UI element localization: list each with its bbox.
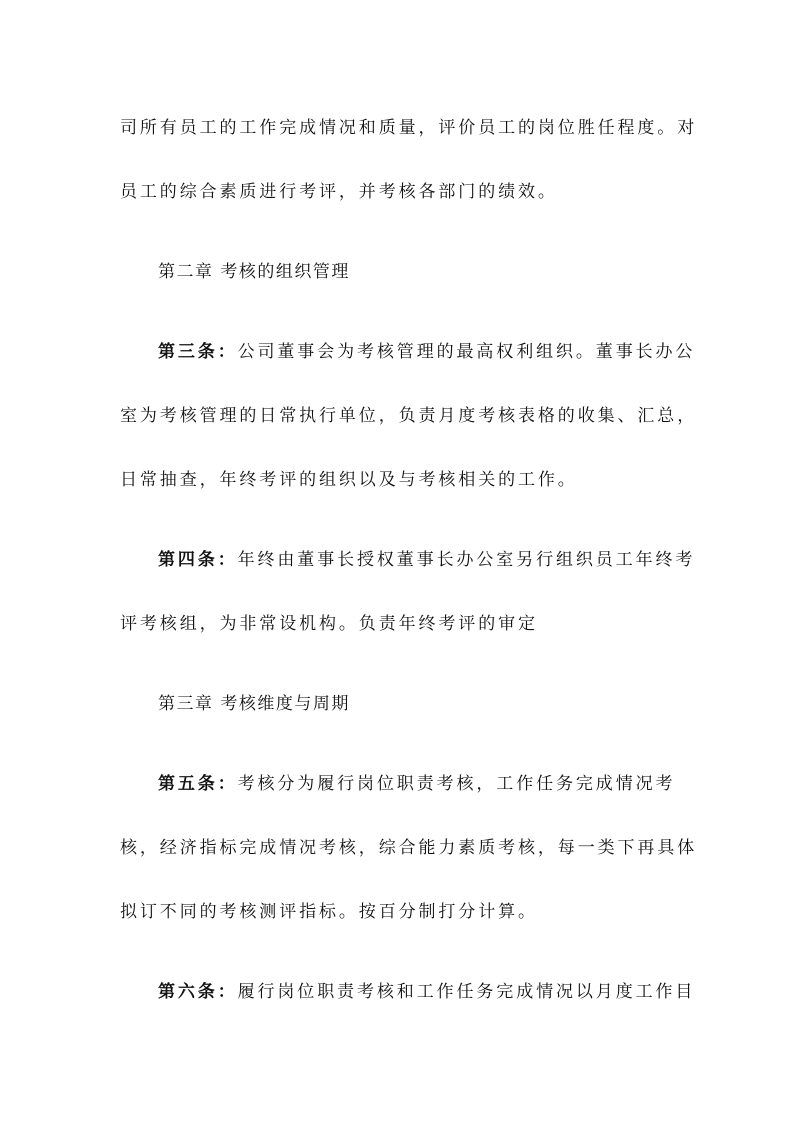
- paragraph-line: 员工的综合素质进行考评，并考核各部门的绩效。: [120, 182, 558, 202]
- paragraph-line: 核，经济指标完成情况考核，综合能力素质考核，每一类下再具体: [120, 838, 698, 858]
- article-line: [158, 340, 718, 364]
- article-text: 年终由董事长授权董事长办公室另行组织员工年终考: [237, 550, 696, 570]
- chapter-heading: 第三章 考核维度与周期: [158, 694, 350, 714]
- article-label: 第五条：: [158, 774, 238, 794]
- article-text: 考核分为履行岗位职责考核，工作任务完成情况考: [237, 774, 676, 794]
- chapter-heading: 第二章 考核的组织管理: [158, 262, 350, 282]
- paragraph-line: 室为考核管理的日常执行单位，负责月度考核表格的收集、汇总，: [120, 406, 698, 426]
- paragraph-line: 拟订不同的考核测评指标。按百分制打分计算。: [120, 902, 538, 922]
- article-line: [158, 980, 718, 1004]
- article-line: [158, 772, 718, 796]
- paragraph-line: 评考核组，为非常设机构。负责年终考评的审定: [120, 614, 538, 634]
- article-label: 第四条：: [158, 550, 238, 570]
- article-label: 第六条：: [158, 982, 238, 1002]
- article-text: 公司董事会为考核管理的最高权利组织。董事长办公: [237, 342, 696, 362]
- article-line: [158, 548, 718, 572]
- article-label: 第三条：: [158, 342, 238, 362]
- paragraph-line: 日常抽查，年终考评的组织以及与考核相关的工作。: [120, 470, 578, 490]
- paragraph-line: 司所有员工的工作完成情况和质量，评价员工的岗位胜任程度。对: [120, 118, 698, 138]
- article-text: 履行岗位职责考核和工作任务完成情况以月度工作目: [237, 982, 696, 1002]
